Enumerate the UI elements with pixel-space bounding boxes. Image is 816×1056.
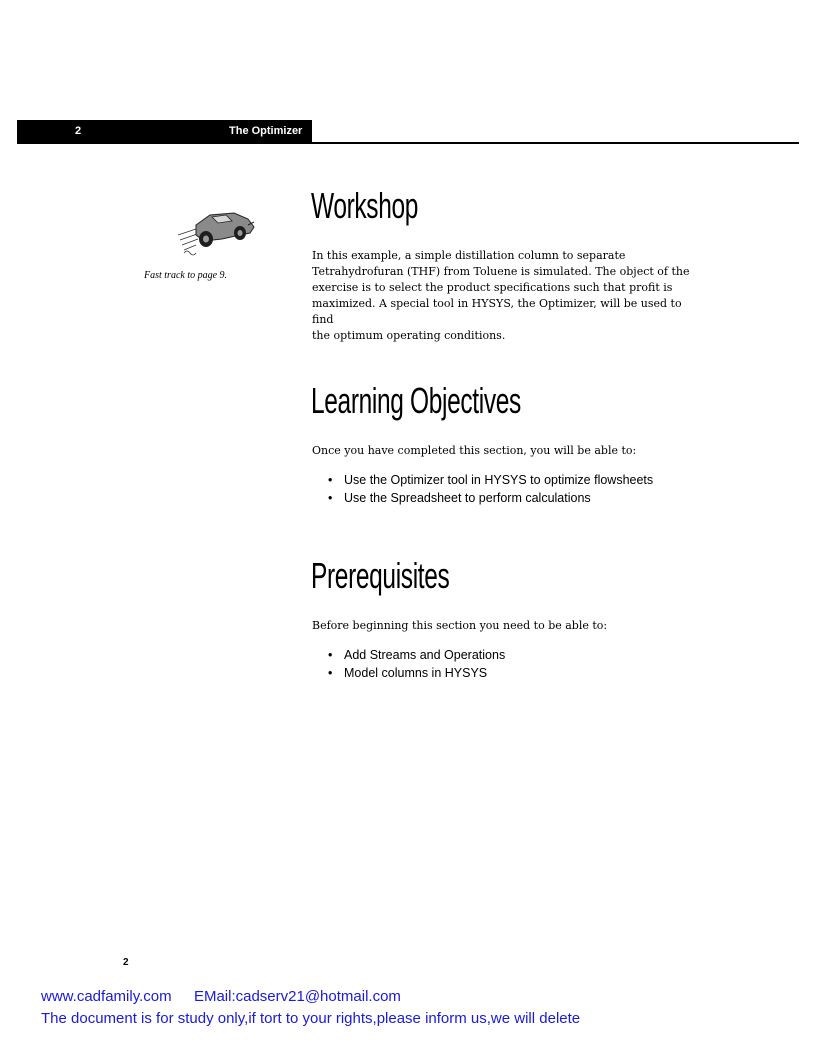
workshop-line: In this example, a simple distillation column to separate <box>312 249 626 262</box>
watermark-contact-line <box>41 988 401 1005</box>
learning-intro: Once you have completed this section, you will be able to: <box>312 444 637 457</box>
workshop-paragraph <box>312 248 697 344</box>
list-item: • Use the Optimizer tool in HYSYS to optimize flowsheets <box>312 472 653 490</box>
workshop-line: the optimum operating conditions. <box>312 329 506 342</box>
list-item: • Add Streams and Operations <box>312 647 505 665</box>
prerequisites-heading: Prerequisites <box>311 555 450 596</box>
workshop-line: Tetrahydrofuran (THF) from Toluene is simulated. The object of the <box>312 265 690 278</box>
watermark-website[interactable]: www.cadfamily.com <box>41 988 172 1005</box>
watermark-notice: The document is for study only,if tort to your rights,please inform us,we will delete <box>41 1010 581 1027</box>
learning-objectives-heading: Learning Objectives <box>311 380 521 421</box>
workshop-heading: Workshop <box>311 185 419 226</box>
list-item: • Use the Spreadsheet to perform calculations <box>312 490 653 508</box>
watermark-email[interactable]: EMail:cadserv21@hotmail.com <box>193 988 401 1005</box>
prerequisites-list <box>312 647 505 682</box>
header-rule <box>312 142 799 144</box>
workshop-line: exercise is to select the product specifications such that profit is <box>312 281 673 294</box>
learning-objectives-list <box>312 472 653 507</box>
workshop-line: maximized. A special tool in HYSYS, the Optimizer, will be used to find <box>312 297 682 326</box>
racing-car-icon <box>176 205 258 257</box>
running-header <box>17 120 312 144</box>
prerequisites-intro: Before beginning this section you need to be able to: <box>312 619 608 632</box>
list-item: • Model columns in HYSYS <box>312 665 505 683</box>
fast-track-note: Fast track to page 9. <box>144 270 228 281</box>
header-chapter-title: The Optimizer <box>229 125 303 137</box>
header-page-number: 2 <box>75 125 82 137</box>
footer-page-number: 2 <box>123 957 129 968</box>
